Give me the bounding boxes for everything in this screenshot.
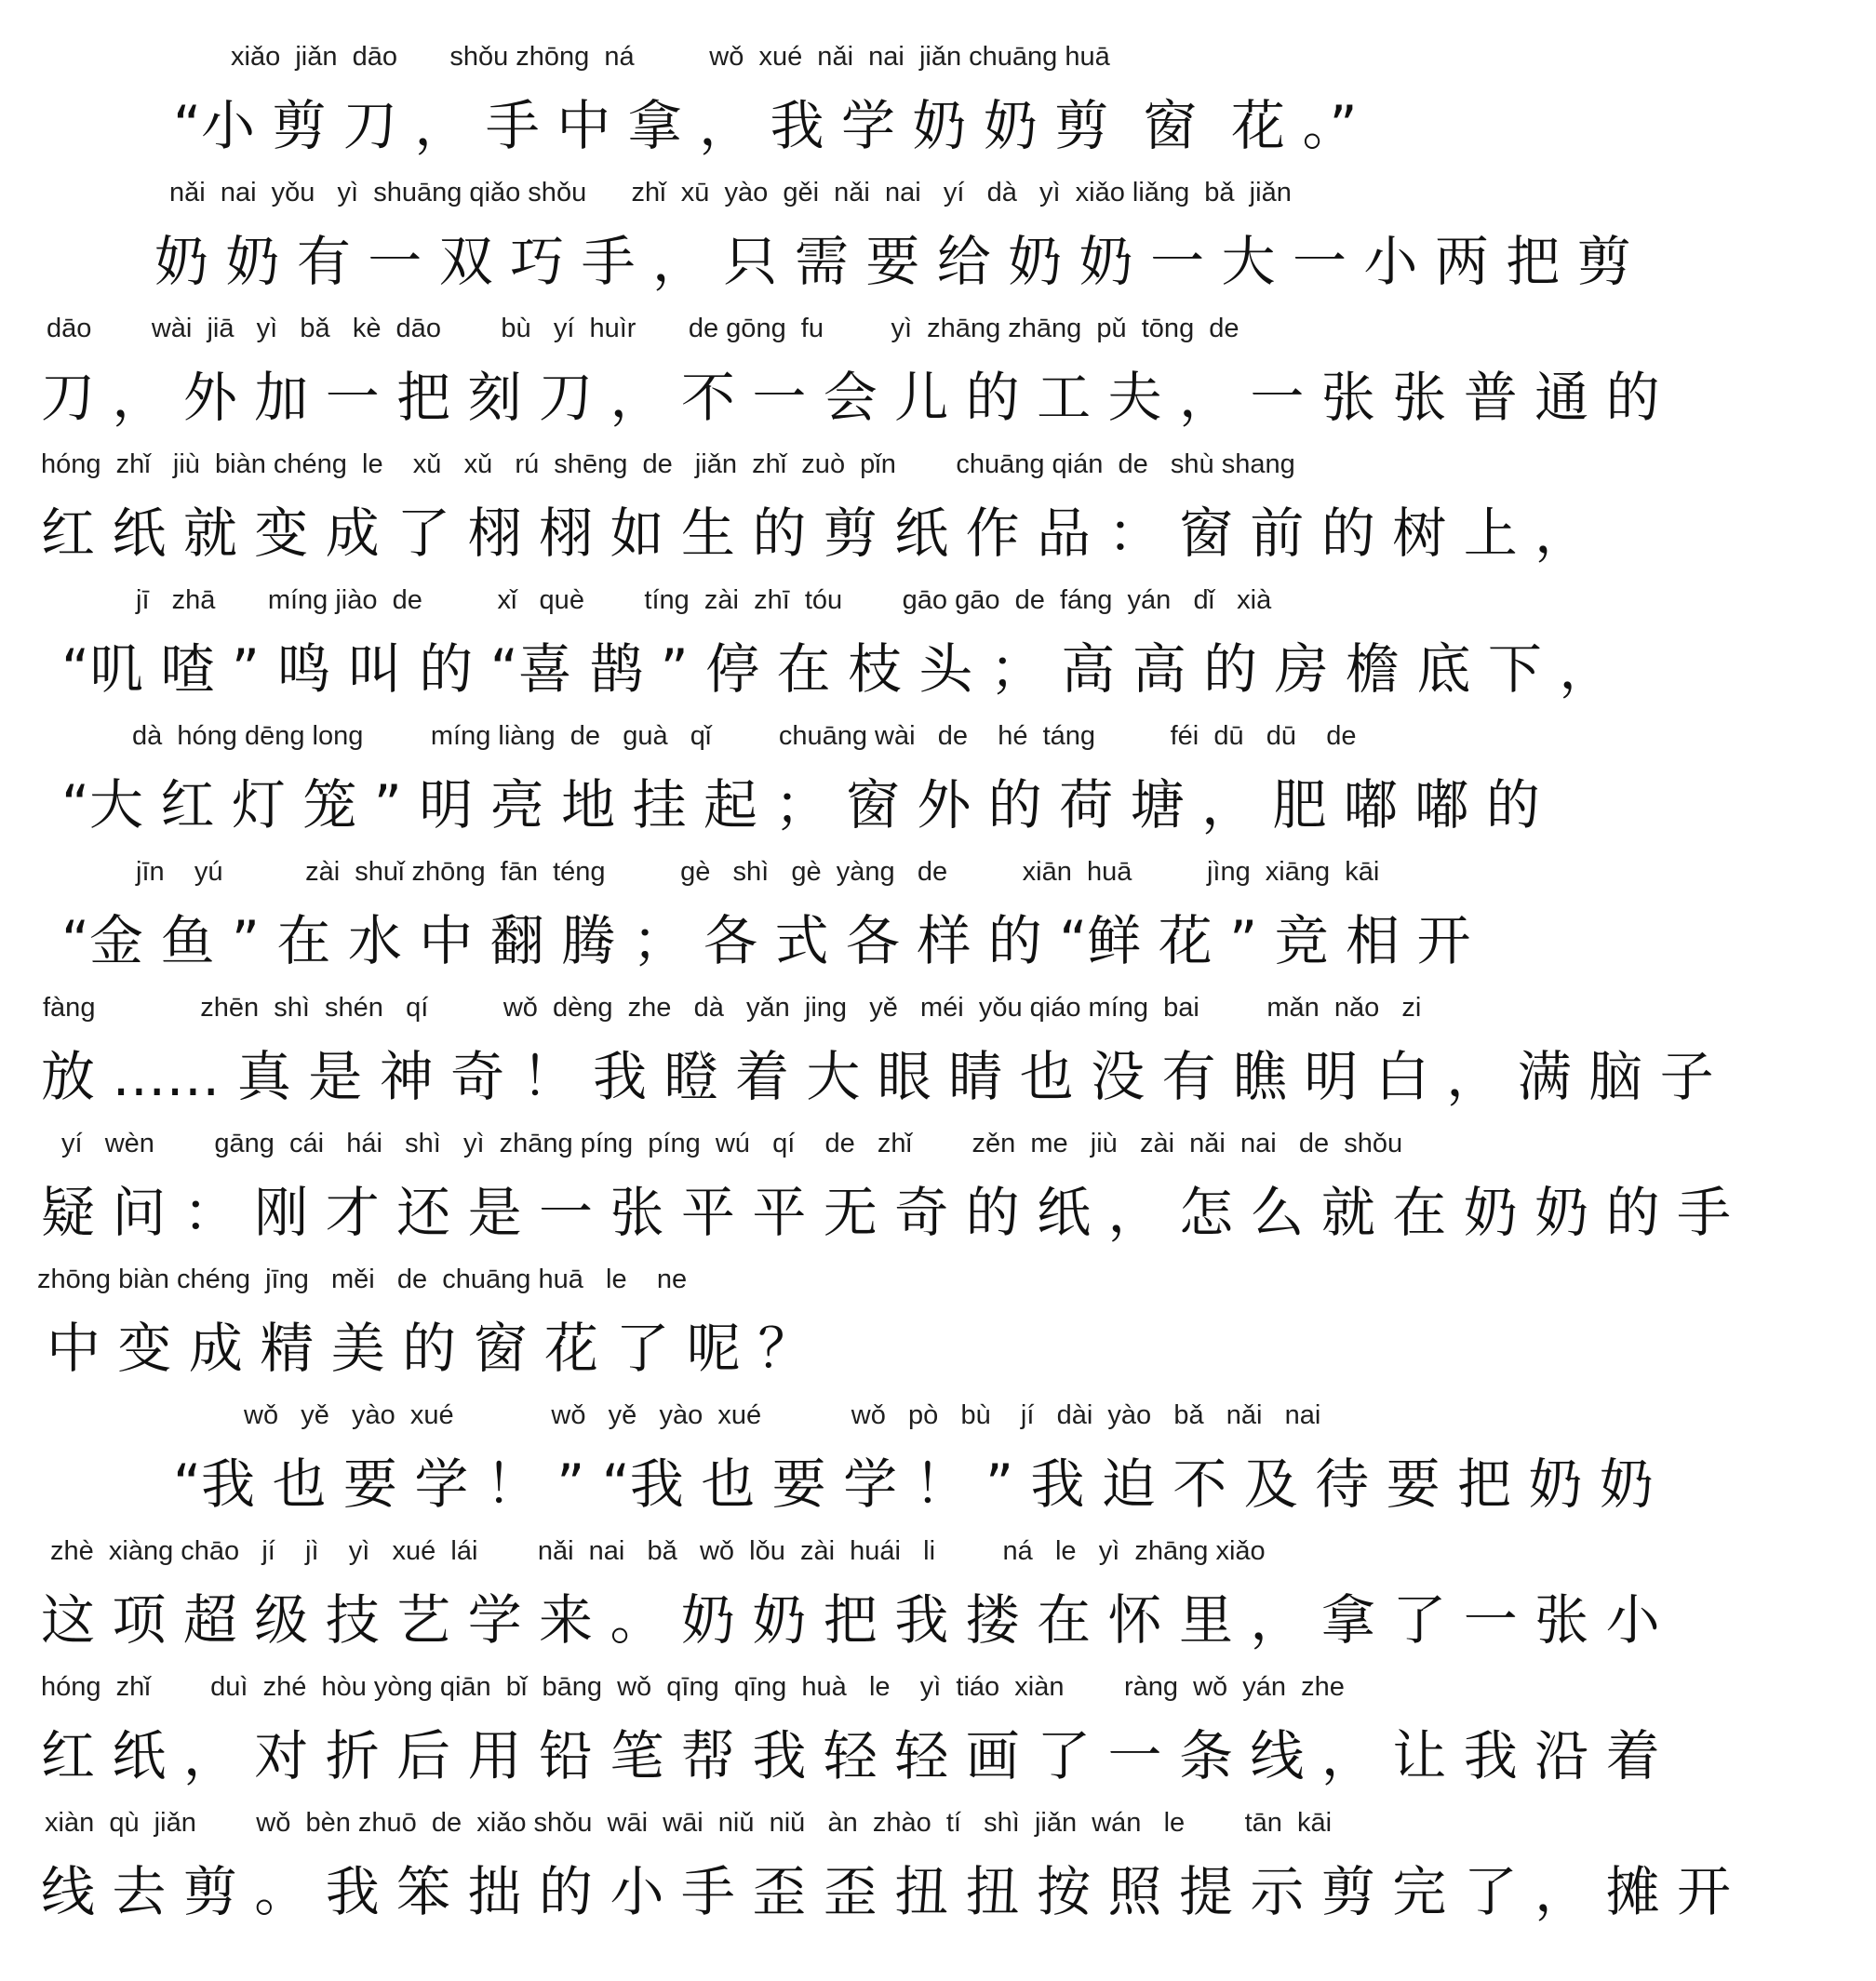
pinyin-line: zhè xiàng chāo jí jì yì xué lái nǎi nai bǎ wǒ lǒu zài huái li ná le yì zhāng xiǎo bbox=[50, 1536, 1266, 1566]
pinyin-line: jīn yú zài shuǐ zhōng fān téng gè shì gè yàng de xiān huā jìng xiāng kāi bbox=[136, 857, 1380, 887]
hanzi-line: “叽 喳 ” 鸣 叫 的 “喜 鹊 ” 停 在 枝 头 ； 高 高 的 房 檐 底 下 ， bbox=[61, 637, 1614, 701]
pinyin-line: xiàn qù jiǎn wǒ bèn zhuō de xiǎo shǒu wāi wāi niǔ niǔ àn zhào tí shì jiǎn wán le tān kāi bbox=[45, 1808, 1333, 1838]
pinyin-line: xiǎo jiǎn dāo shǒu zhōng ná wǒ xué nǎi nai jiǎn chuāng huā bbox=[231, 42, 1110, 72]
pinyin-line: hóng zhǐ duì zhé hòu yòng qiān bǐ bāng wǒ qīng qīng huà le yì tiáo xiàn ràng wǒ yán zhe bbox=[41, 1672, 1345, 1702]
hanzi-line: 红 纸 ， 对 折 后 用 铅 笔 帮 我 轻 轻 画 了 一 条 线 ， 让 我 沿 着 bbox=[41, 1724, 1660, 1787]
pinyin-line: wǒ yě yào xué wǒ yě yào xué wǒ pò bù jí dài yào bǎ nǎi nai bbox=[244, 1400, 1321, 1430]
hanzi-line: 红 纸 就 变 成 了 栩 栩 如 生 的 剪 纸 作 品 ： 窗 前 的 树 上 ， bbox=[41, 502, 1589, 565]
hanzi-line: “金 鱼 ” 在 水 中 翻 腾 ； 各 式 各 样 的 “鲜 花 ” 竞 相 开 bbox=[61, 909, 1471, 972]
hanzi-line: 疑 问 ： 刚 才 还 是 一 张 平 平 无 奇 的 纸 ， 怎 么 就 在 奶 奶 的 手 bbox=[41, 1181, 1732, 1244]
pinyin-line: hóng zhǐ jiù biàn chéng le xǔ xǔ rú shēng de jiǎn zhǐ zuò pǐn chuāng qián de shù shang bbox=[41, 449, 1295, 479]
pinyin-line: dāo wài jiā yì bǎ kè dāo bù yí huìr de gōng fu yì zhāng zhāng pǔ tōng de bbox=[47, 314, 1240, 343]
pinyin-line: nǎi nai yǒu yì shuāng qiǎo shǒu zhǐ xū yào gěi nǎi nai yí dà yì xiǎo liǎng bǎ jiǎn bbox=[169, 178, 1292, 207]
pinyin-line: dà hóng dēng long míng liàng de guà qǐ chuāng wài de hé táng féi dū dū de bbox=[132, 721, 1357, 751]
hanzi-line: 线 去 剪 。 我 笨 拙 的 小 手 歪 歪 扭 扭 按 照 提 示 剪 完 了 ， 摊 开 bbox=[41, 1860, 1732, 1923]
hanzi-line: 中 变 成 精 美 的 窗 花 了 呢 ？ bbox=[47, 1317, 812, 1380]
pinyin-line: fàng zhēn shì shén qí wǒ dèng zhe dà yǎn jing yě méi yǒu qiáo míng bai mǎn nǎo zi bbox=[43, 993, 1422, 1023]
hanzi-line: “大 红 灯 笼 ” 明 亮 地 挂 起 ； 窗 外 的 荷 塘 ， 肥 嘟 嘟 的 bbox=[61, 773, 1540, 837]
hanzi-line: “小 剪 刀 ， 手 中 拿 ， 我 学 奶 奶 剪 窗 花 。” bbox=[173, 94, 1358, 157]
pinyin-line: yí wèn gāng cái hái shì yì zhāng píng píng wú qí de zhǐ zěn me jiù zài nǎi nai de shǒu bbox=[61, 1129, 1403, 1158]
hanzi-line: 这 项 超 级 技 艺 学 来 。 奶 奶 把 我 搂 在 怀 里 ， 拿 了 一 张 小 bbox=[41, 1588, 1660, 1652]
hanzi-line: “我 也 要 学 ！ ” “我 也 要 学 ！ ” 我 迫 不 及 待 要 把 奶 奶 bbox=[173, 1452, 1654, 1516]
hanzi-line: 放 …… 真 是 神 奇 ！ 我 瞪 着 大 眼 睛 也 没 有 瞧 明 白 ， 满 脑 子 bbox=[41, 1045, 1714, 1108]
hanzi-line: 刀 ， 外 加 一 把 刻 刀 ， 不 一 会 儿 的 工 夫 ， 一 张 张 普 通 的 bbox=[41, 366, 1660, 429]
hanzi-line: 奶 奶 有 一 双 巧 手 ， 只 需 要 给 奶 奶 一 大 一 小 两 把 剪 bbox=[154, 230, 1631, 293]
pinyin-line: jī zhā míng jiào de xǐ què tíng zài zhī tóu gāo gāo de fáng yán dǐ xià bbox=[136, 585, 1272, 615]
pinyin-line: zhōng biàn chéng jīng měi de chuāng huā le ne bbox=[37, 1265, 688, 1294]
